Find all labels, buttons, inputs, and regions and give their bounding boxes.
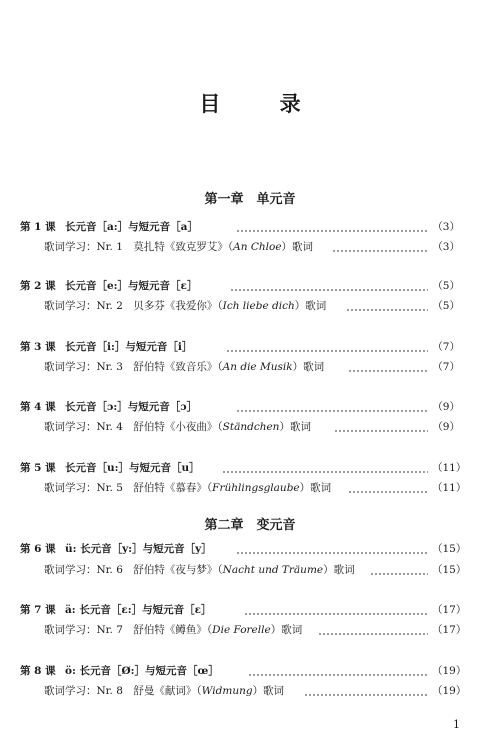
lesson-number: 第 8 课	[20, 665, 56, 677]
lesson-number: 第 6 课	[20, 543, 56, 555]
dot-leader	[348, 491, 428, 493]
page-number: （3）	[432, 241, 460, 253]
toc-song-entry[interactable]	[0, 561, 500, 579]
toc-song-entry[interactable]	[0, 418, 500, 436]
song-entry-text: 歌词学习：Nr. 5 舒伯特《慕春》（Frühlingsglaube）歌词	[44, 482, 332, 494]
song-entry-text: 歌词学习：Nr. 4 舒伯特《小夜曲》（Ständchen）歌词	[44, 421, 311, 433]
lesson-number: 第 4 课	[20, 401, 56, 413]
page-number: （7）	[432, 341, 460, 353]
toc-song-entry[interactable]	[0, 358, 500, 376]
page-number: （9）	[432, 401, 460, 413]
dot-leader	[304, 694, 428, 696]
toc-lesson-entry[interactable]	[0, 601, 500, 619]
dot-leader	[236, 410, 428, 412]
lesson-title: 长元音［ɔ:］与短元音［ɔ］	[65, 401, 198, 413]
page-number: （5）	[432, 300, 460, 312]
page-number: （19）	[432, 665, 467, 677]
dot-leader	[244, 613, 428, 615]
song-entry-text: 歌词学习：Nr. 2 贝多芬《我爱你》（Ich liebe dich）歌词	[44, 300, 327, 312]
song-entry-text: 歌词学习：Nr. 1 莫扎特《致克罗艾》（An Chloe）歌词	[44, 241, 314, 253]
dot-leader	[370, 573, 428, 575]
dot-leader	[318, 633, 428, 635]
dot-leader	[248, 674, 428, 676]
song-entry-text: 歌词学习：Nr. 6 舒伯特《夜与梦》（Nacht und Träume）歌词	[44, 564, 355, 576]
song-entry-text: 歌词学习：Nr. 7 舒伯特《鳟鱼》（Die Forelle）歌词	[44, 624, 303, 636]
page-number: （3）	[432, 221, 460, 233]
folio-page-number: 1	[453, 718, 460, 731]
toc-song-entry[interactable]	[0, 238, 500, 256]
page-number: （15）	[432, 543, 467, 555]
song-entry-text: 歌词学习：Nr. 3 舒伯特《致音乐》（An die Musik）歌词	[44, 361, 325, 373]
lesson-number: 第 5 课	[20, 462, 56, 474]
toc-lesson-entry[interactable]	[0, 338, 500, 356]
lesson-number: 第 2 课	[20, 280, 56, 292]
page-number: （15）	[432, 564, 467, 576]
toc-song-entry[interactable]	[0, 297, 500, 315]
toc-lesson-entry[interactable]	[0, 277, 500, 295]
dot-leader	[334, 430, 428, 432]
page-number: （17）	[432, 624, 467, 636]
dot-leader	[236, 552, 428, 554]
dot-leader	[346, 309, 428, 311]
lesson-title: 长元音［i:］与短元音［i］	[65, 341, 193, 353]
toc-lesson-entry[interactable]	[0, 459, 500, 477]
toc-lesson-entry[interactable]	[0, 218, 500, 236]
page-number: （11）	[432, 482, 467, 494]
lesson-number: 第 3 课	[20, 341, 56, 353]
lesson-title: 长元音［e:］与短元音［ɛ］	[65, 280, 198, 292]
lesson-title: 长元音［u:］与短元音［u］	[65, 462, 200, 474]
dot-leader	[348, 370, 428, 372]
toc-song-entry[interactable]	[0, 621, 500, 639]
page-number: （17）	[432, 604, 467, 616]
toc-lesson-entry[interactable]	[0, 662, 500, 680]
song-entry-text: 歌词学习：Nr. 8 舒曼《献词》（Widmung）歌词	[44, 685, 285, 697]
page-number: （19）	[432, 685, 467, 697]
page-number: （5）	[432, 280, 460, 292]
page-title: 目 录	[199, 91, 327, 116]
page-number: （11）	[432, 462, 467, 474]
dot-leader	[222, 471, 428, 473]
lesson-title: ü: 长元音［y:］与短元音［y］	[65, 543, 212, 555]
toc-lesson-entry[interactable]	[0, 540, 500, 558]
dot-leader	[236, 230, 428, 232]
dot-leader	[230, 289, 428, 291]
page-number: （7）	[432, 361, 460, 373]
lesson-number: 第 1 课	[20, 221, 56, 233]
lesson-title: ö: 长元音［Ø:］与短元音［œ］	[65, 665, 219, 677]
toc-song-entry[interactable]	[0, 479, 500, 497]
dot-leader	[226, 350, 428, 352]
chapter-heading: 第一章 单元音	[204, 192, 296, 207]
chapter-heading: 第二章 变元音	[204, 518, 296, 533]
toc-song-entry[interactable]	[0, 682, 500, 700]
lesson-title: ä: 长元音［ɛ:］与短元音［ɛ］	[65, 604, 212, 616]
lesson-number: 第 7 课	[20, 604, 56, 616]
toc-lesson-entry[interactable]	[0, 398, 500, 416]
lesson-title: 长元音［a:］与短元音［a］	[65, 221, 198, 233]
dot-leader	[332, 250, 428, 252]
page-number: （9）	[432, 421, 460, 433]
